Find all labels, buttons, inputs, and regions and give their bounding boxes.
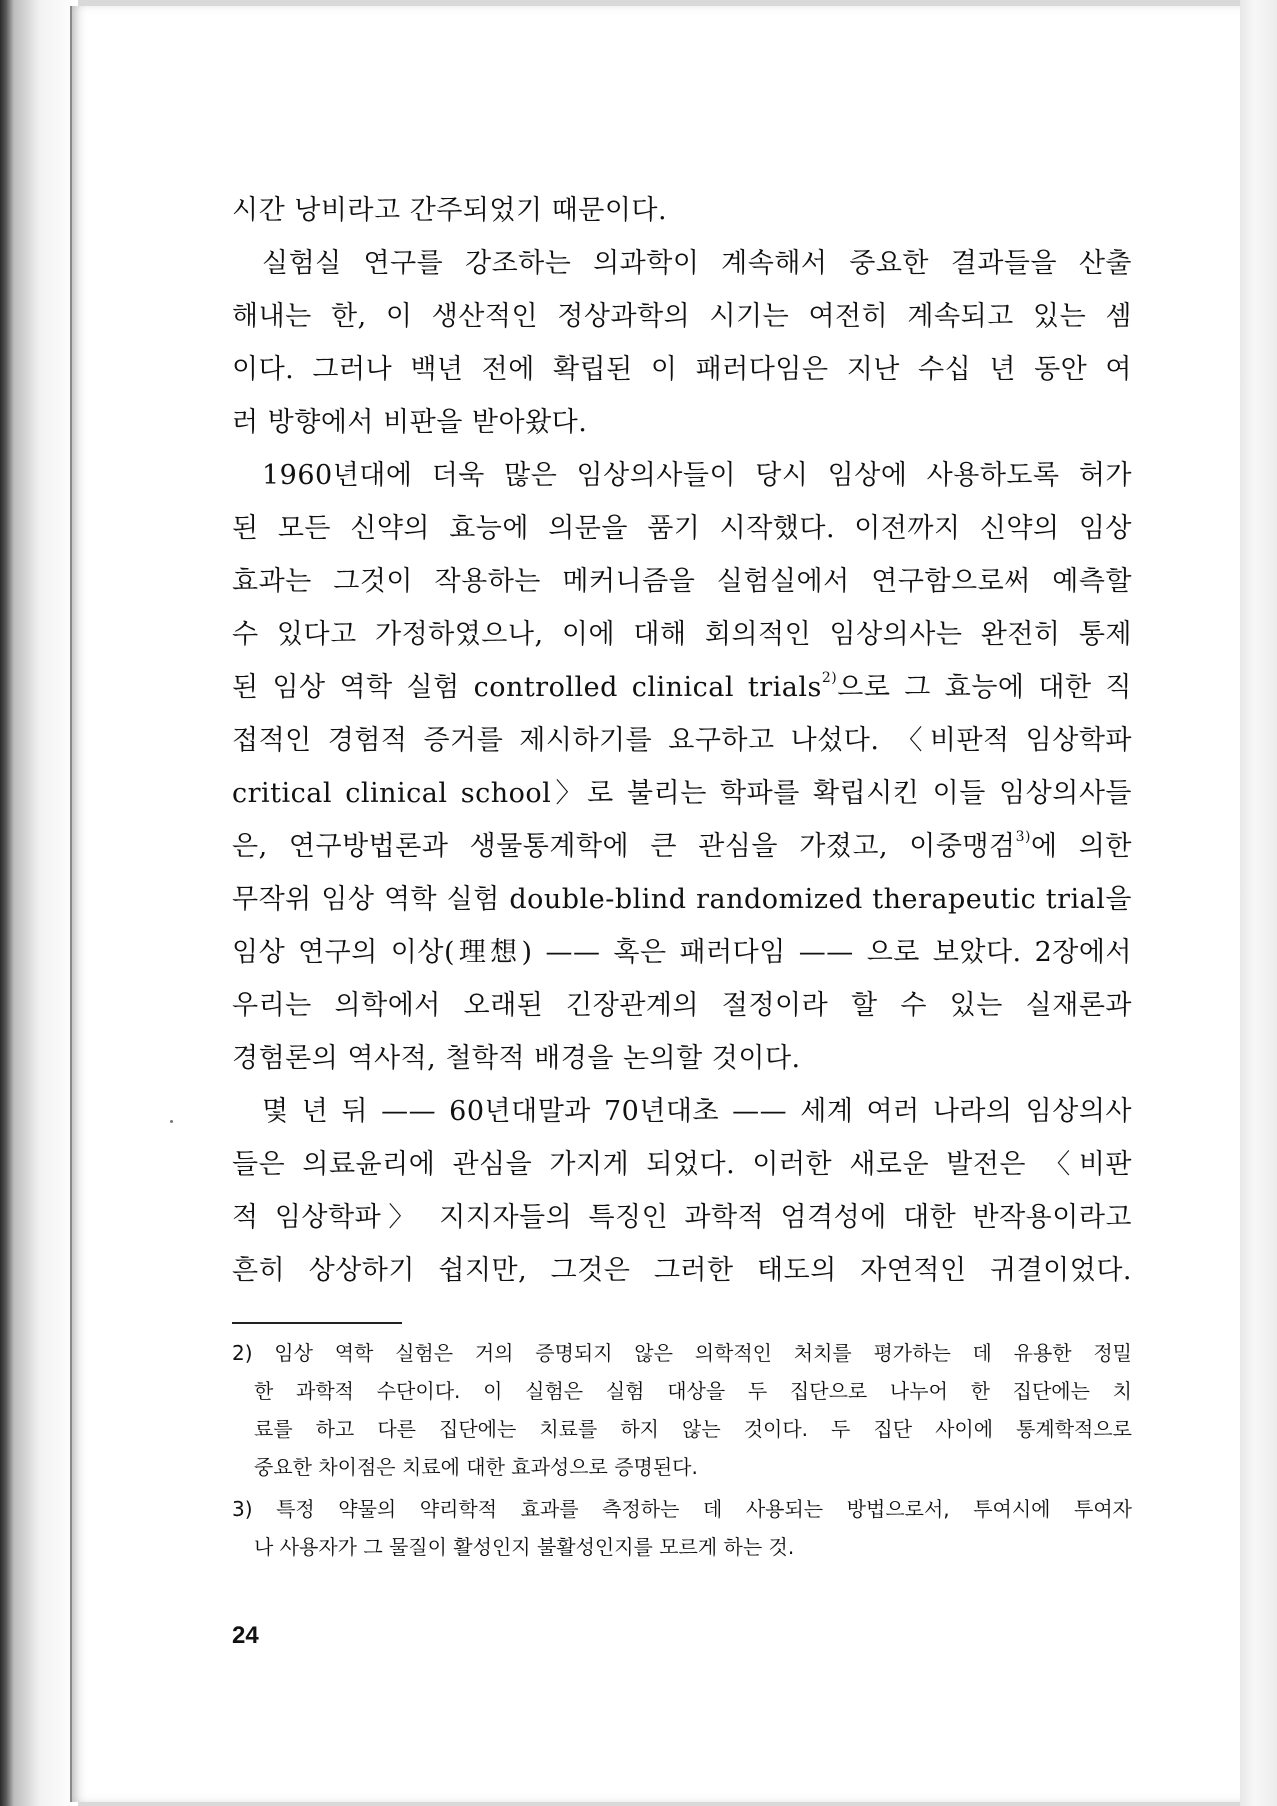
text-segment: 된 임상 역학 실험 controlled clinical trials [232, 672, 822, 703]
text-line: 1960년대에 더욱 많은 임상의사들이 당시 임상에 사용하도록 허가 [262, 460, 1132, 491]
footnote-line: 중요한 차이점은 치료에 대한 효과성으로 증명된다. [254, 1455, 698, 1479]
paragraph-2 [232, 449, 1132, 1085]
text-line: 시간 낭비라고 간주되었기 때문이다. [232, 195, 668, 226]
text-line [232, 820, 1132, 873]
footnote-3 [232, 1490, 1132, 1566]
book-spine-shadow [0, 0, 78, 1806]
footnote-separator [232, 1322, 402, 1324]
footnote-line: 나 사용자가 그 물질이 활성인지 불활성인지를 모르게 하는 것. [254, 1535, 795, 1559]
text-line: 해내는 한, 이 생산적인 정상과학의 시기는 여전히 계속되고 있는 셈 [232, 301, 1132, 332]
text-line: 임상 연구의 이상(理想) —— 혹은 패러다임 —— 으로 보았다. 2장에서 [232, 937, 1132, 968]
page-right-edge [1240, 0, 1277, 1806]
footnote-ref-3: 3) [1015, 829, 1031, 845]
footnote-line: 료를 하고 다른 집단에는 치료를 하지 않는 것이다. 두 집단 사이에 통계학적으로 [254, 1417, 1132, 1441]
text-line: 된 모든 신약의 효능에 의문을 품기 시작했다. 이전까지 신약의 임상 [232, 513, 1132, 544]
footnotes [232, 1334, 1132, 1570]
main-text [232, 184, 1132, 1297]
text-line: 우리는 의학에서 오래된 긴장관계의 절정이라 할 수 있는 실재론과 [232, 990, 1132, 1021]
paragraph-continuation [232, 184, 1132, 237]
text-line: 들은 의료윤리에 관심을 가지게 되었다. 이러한 새로운 발전은 〈비판 [232, 1149, 1132, 1180]
footnote-line: 2) 임상 역학 실험은 거의 증명되지 않은 의학적인 처치를 평가하는 데 유용한 정밀 [232, 1341, 1132, 1365]
page-number: 24 [232, 1622, 259, 1649]
text-line [232, 661, 1132, 714]
text-line: 무작위 임상 역학 실험 double-blind randomized therapeutic trial을 [232, 884, 1132, 915]
footnote-ref-2: 2) [821, 670, 838, 686]
text-segment: 은, 연구방법론과 생물통계학에 큰 관심을 가졌고, 이중맹검 [232, 831, 1016, 862]
footnote-line: 3) 특정 약물의 약리학적 효과를 측정하는 데 사용되는 방법으로서, 투여시에 투여자 [232, 1497, 1132, 1521]
text-segment: 으로 그 효능에 대한 직 [837, 672, 1132, 703]
text-line: 효과는 그것이 작용하는 메커니즘을 실험실에서 연구함으로써 예측할 [232, 566, 1132, 597]
text-line: 수 있다고 가정하였으나, 이에 대해 회의적인 임상의사는 완전히 통제 [232, 619, 1132, 650]
text-line: 적 임상학파〉 지지자들의 특징인 과학적 엄격성에 대한 반작용이라고 [232, 1202, 1132, 1233]
scan-speck [170, 1120, 173, 1123]
footnote-2 [232, 1334, 1132, 1486]
text-segment: 에 의한 [1030, 831, 1132, 862]
text-line: 경험론의 역사적, 철학적 배경을 논의할 것이다. [232, 1043, 801, 1074]
paragraph-1 [232, 237, 1132, 449]
footnote-line: 한 과학적 수단이다. 이 실험은 실험 대상을 두 집단으로 나누어 한 집단에는 치 [254, 1379, 1132, 1403]
text-line: 이다. 그러나 백년 전에 확립된 이 패러다임은 지난 수십 년 동안 여 [232, 354, 1132, 385]
text-line: 실험실 연구를 강조하는 의과학이 계속해서 중요한 결과들을 산출 [262, 248, 1132, 279]
text-line: 몇 년 뒤 —— 60년대말과 70년대초 —— 세계 여러 나라의 임상의사 [262, 1096, 1132, 1127]
text-line: critical clinical school〉로 불리는 학파를 확립시킨 이들 임상의사들 [232, 778, 1132, 809]
text-line: 흔히 상상하기 쉽지만, 그것은 그러한 태도의 자연적인 귀결이었다. [232, 1255, 1132, 1286]
text-line: 러 방향에서 비판을 받아왔다. [232, 407, 588, 438]
text-line: 접적인 경험적 증거를 제시하기를 요구하고 나섰다. 〈비판적 임상학파 [232, 725, 1132, 756]
paragraph-3 [232, 1085, 1132, 1297]
